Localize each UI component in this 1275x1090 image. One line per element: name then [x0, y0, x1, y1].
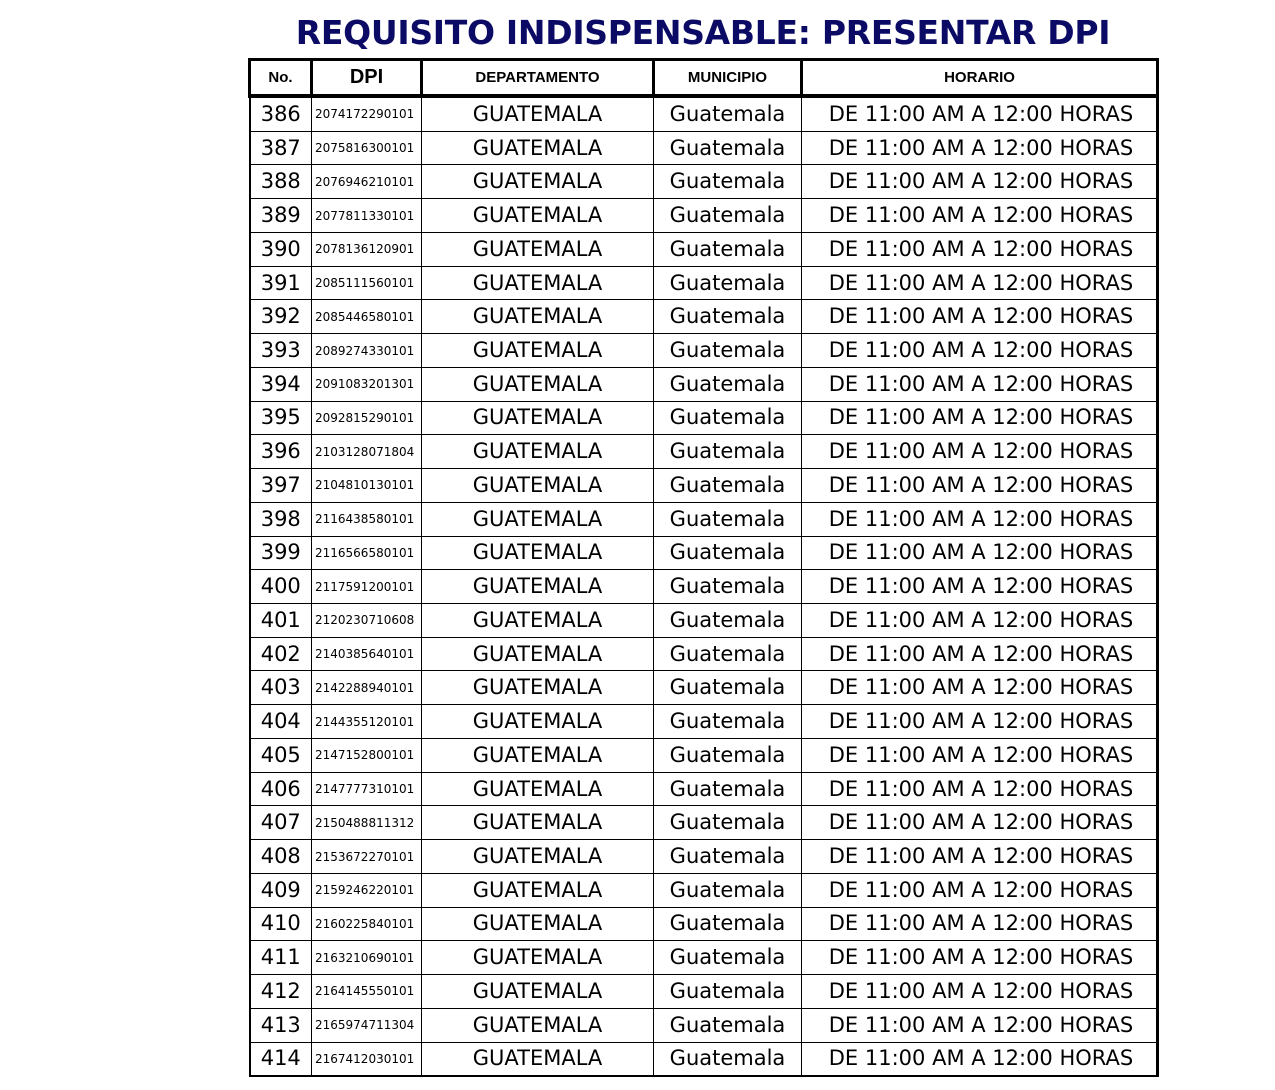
cell-municipio: Guatemala	[654, 165, 802, 199]
cell-departamento: GUATEMALA	[422, 806, 654, 840]
cell-horario: DE 11:00 AM A 12:00 HORAS	[802, 806, 1158, 840]
cell-no: 386	[250, 96, 312, 131]
cell-dpi: 2085111560101	[312, 266, 422, 300]
table-row	[250, 367, 1158, 401]
table-row	[250, 536, 1158, 570]
cell-departamento: GUATEMALA	[422, 637, 654, 671]
table-row	[250, 199, 1158, 233]
cell-horario: DE 11:00 AM A 12:00 HORAS	[802, 502, 1158, 536]
cell-municipio: Guatemala	[654, 941, 802, 975]
cell-no: 391	[250, 266, 312, 300]
cell-no: 401	[250, 604, 312, 638]
cell-no: 400	[250, 570, 312, 604]
table-row	[250, 941, 1158, 975]
cell-dpi: 2142288940101	[312, 671, 422, 705]
cell-horario: DE 11:00 AM A 12:00 HORAS	[802, 671, 1158, 705]
table-row	[250, 300, 1158, 334]
cell-no: 390	[250, 232, 312, 266]
cell-departamento: GUATEMALA	[422, 199, 654, 233]
cell-departamento: GUATEMALA	[422, 1008, 654, 1042]
cell-dpi: 2117591200101	[312, 570, 422, 604]
table-row	[250, 604, 1158, 638]
cell-no: 402	[250, 637, 312, 671]
cell-municipio: Guatemala	[654, 873, 802, 907]
cell-horario: DE 11:00 AM A 12:00 HORAS	[802, 401, 1158, 435]
cell-no: 411	[250, 941, 312, 975]
cell-municipio: Guatemala	[654, 975, 802, 1009]
cell-no: 406	[250, 772, 312, 806]
table-row	[250, 435, 1158, 469]
cell-departamento: GUATEMALA	[422, 1042, 654, 1076]
cell-horario: DE 11:00 AM A 12:00 HORAS	[802, 570, 1158, 604]
cell-municipio: Guatemala	[654, 199, 802, 233]
cell-horario: DE 11:00 AM A 12:00 HORAS	[802, 738, 1158, 772]
header-departamento: DEPARTAMENTO	[422, 60, 654, 97]
cell-municipio: Guatemala	[654, 131, 802, 165]
cell-no: 403	[250, 671, 312, 705]
cell-departamento: GUATEMALA	[422, 334, 654, 368]
cell-horario: DE 11:00 AM A 12:00 HORAS	[802, 772, 1158, 806]
cell-dpi: 2116438580101	[312, 502, 422, 536]
cell-departamento: GUATEMALA	[422, 131, 654, 165]
table-body	[250, 96, 1158, 1076]
cell-municipio: Guatemala	[654, 570, 802, 604]
cell-departamento: GUATEMALA	[422, 300, 654, 334]
cell-municipio: Guatemala	[654, 266, 802, 300]
cell-municipio: Guatemala	[654, 536, 802, 570]
cell-municipio: Guatemala	[654, 300, 802, 334]
cell-dpi: 2075816300101	[312, 131, 422, 165]
cell-no: 410	[250, 907, 312, 941]
cell-departamento: GUATEMALA	[422, 232, 654, 266]
cell-dpi: 2077811330101	[312, 199, 422, 233]
cell-municipio: Guatemala	[654, 435, 802, 469]
cell-no: 395	[250, 401, 312, 435]
cell-no: 405	[250, 738, 312, 772]
cell-dpi: 2165974711304	[312, 1008, 422, 1042]
table-row	[250, 806, 1158, 840]
cell-horario: DE 11:00 AM A 12:00 HORAS	[802, 840, 1158, 874]
cell-departamento: GUATEMALA	[422, 266, 654, 300]
table-row	[250, 165, 1158, 199]
table-row	[250, 840, 1158, 874]
table-row	[250, 334, 1158, 368]
cell-municipio: Guatemala	[654, 772, 802, 806]
cell-departamento: GUATEMALA	[422, 873, 654, 907]
cell-municipio: Guatemala	[654, 738, 802, 772]
cell-horario: DE 11:00 AM A 12:00 HORAS	[802, 536, 1158, 570]
cell-departamento: GUATEMALA	[422, 536, 654, 570]
cell-departamento: GUATEMALA	[422, 907, 654, 941]
cell-horario: DE 11:00 AM A 12:00 HORAS	[802, 232, 1158, 266]
cell-horario: DE 11:00 AM A 12:00 HORAS	[802, 131, 1158, 165]
cell-no: 398	[250, 502, 312, 536]
cell-departamento: GUATEMALA	[422, 165, 654, 199]
cell-dpi: 2140385640101	[312, 637, 422, 671]
cell-municipio: Guatemala	[654, 1042, 802, 1076]
table-row	[250, 502, 1158, 536]
table-row	[250, 570, 1158, 604]
cell-departamento: GUATEMALA	[422, 502, 654, 536]
cell-horario: DE 11:00 AM A 12:00 HORAS	[802, 637, 1158, 671]
cell-horario: DE 11:00 AM A 12:00 HORAS	[802, 199, 1158, 233]
table-row	[250, 131, 1158, 165]
cell-no: 389	[250, 199, 312, 233]
cell-horario: DE 11:00 AM A 12:00 HORAS	[802, 941, 1158, 975]
cell-dpi: 2167412030101	[312, 1042, 422, 1076]
table-row	[250, 907, 1158, 941]
cell-horario: DE 11:00 AM A 12:00 HORAS	[802, 975, 1158, 1009]
cell-no: 412	[250, 975, 312, 1009]
cell-horario: DE 11:00 AM A 12:00 HORAS	[802, 435, 1158, 469]
cell-departamento: GUATEMALA	[422, 772, 654, 806]
cell-horario: DE 11:00 AM A 12:00 HORAS	[802, 165, 1158, 199]
table-row	[250, 469, 1158, 503]
cell-horario: DE 11:00 AM A 12:00 HORAS	[802, 266, 1158, 300]
table-row	[250, 671, 1158, 705]
cell-horario: DE 11:00 AM A 12:00 HORAS	[802, 469, 1158, 503]
table-row	[250, 738, 1158, 772]
cell-no: 409	[250, 873, 312, 907]
cell-no: 392	[250, 300, 312, 334]
cell-municipio: Guatemala	[654, 671, 802, 705]
cell-no: 408	[250, 840, 312, 874]
cell-municipio: Guatemala	[654, 96, 802, 131]
cell-departamento: GUATEMALA	[422, 401, 654, 435]
cell-departamento: GUATEMALA	[422, 941, 654, 975]
cell-dpi: 2160225840101	[312, 907, 422, 941]
cell-no: 394	[250, 367, 312, 401]
cell-no: 387	[250, 131, 312, 165]
cell-departamento: GUATEMALA	[422, 705, 654, 739]
cell-dpi: 2074172290101	[312, 96, 422, 131]
cell-dpi: 2091083201301	[312, 367, 422, 401]
cell-horario: DE 11:00 AM A 12:00 HORAS	[802, 907, 1158, 941]
header-municipio: MUNICIPIO	[654, 60, 802, 97]
table-row	[250, 975, 1158, 1009]
cell-departamento: GUATEMALA	[422, 367, 654, 401]
cell-dpi: 2159246220101	[312, 873, 422, 907]
table-row	[250, 232, 1158, 266]
cell-dpi: 2076946210101	[312, 165, 422, 199]
cell-dpi: 2089274330101	[312, 334, 422, 368]
cell-dpi: 2147777310101	[312, 772, 422, 806]
cell-departamento: GUATEMALA	[422, 96, 654, 131]
cell-departamento: GUATEMALA	[422, 435, 654, 469]
cell-dpi: 2104810130101	[312, 469, 422, 503]
table-row	[250, 266, 1158, 300]
cell-no: 388	[250, 165, 312, 199]
table-row	[250, 401, 1158, 435]
table-row	[250, 1008, 1158, 1042]
schedule-table	[248, 58, 1159, 1077]
cell-horario: DE 11:00 AM A 12:00 HORAS	[802, 300, 1158, 334]
cell-dpi: 2147152800101	[312, 738, 422, 772]
table-row	[250, 705, 1158, 739]
cell-municipio: Guatemala	[654, 705, 802, 739]
cell-municipio: Guatemala	[654, 401, 802, 435]
cell-dpi: 2085446580101	[312, 300, 422, 334]
header-no: No.	[250, 60, 312, 97]
cell-departamento: GUATEMALA	[422, 975, 654, 1009]
cell-departamento: GUATEMALA	[422, 671, 654, 705]
cell-no: 414	[250, 1042, 312, 1076]
cell-no: 393	[250, 334, 312, 368]
cell-horario: DE 11:00 AM A 12:00 HORAS	[802, 96, 1158, 131]
cell-horario: DE 11:00 AM A 12:00 HORAS	[802, 334, 1158, 368]
cell-municipio: Guatemala	[654, 502, 802, 536]
cell-dpi: 2153672270101	[312, 840, 422, 874]
cell-no: 413	[250, 1008, 312, 1042]
table-row	[250, 873, 1158, 907]
cell-dpi: 2164145550101	[312, 975, 422, 1009]
cell-horario: DE 11:00 AM A 12:00 HORAS	[802, 705, 1158, 739]
cell-horario: DE 11:00 AM A 12:00 HORAS	[802, 1008, 1158, 1042]
cell-dpi: 2092815290101	[312, 401, 422, 435]
table-row	[250, 637, 1158, 671]
table-row	[250, 96, 1158, 131]
cell-municipio: Guatemala	[654, 334, 802, 368]
cell-horario: DE 11:00 AM A 12:00 HORAS	[802, 1042, 1158, 1076]
cell-municipio: Guatemala	[654, 604, 802, 638]
cell-departamento: GUATEMALA	[422, 570, 654, 604]
cell-municipio: Guatemala	[654, 637, 802, 671]
cell-horario: DE 11:00 AM A 12:00 HORAS	[802, 604, 1158, 638]
cell-departamento: GUATEMALA	[422, 840, 654, 874]
cell-municipio: Guatemala	[654, 806, 802, 840]
cell-municipio: Guatemala	[654, 907, 802, 941]
cell-dpi: 2103128071804	[312, 435, 422, 469]
cell-dpi: 2163210690101	[312, 941, 422, 975]
header-dpi: DPI	[312, 60, 422, 97]
cell-dpi: 2120230710608	[312, 604, 422, 638]
cell-no: 407	[250, 806, 312, 840]
cell-horario: DE 11:00 AM A 12:00 HORAS	[802, 873, 1158, 907]
table-row	[250, 1042, 1158, 1076]
table-header-row	[250, 60, 1158, 97]
page-title: REQUISITO INDISPENSABLE: PRESENTAR DPI	[295, 13, 1111, 52]
cell-municipio: Guatemala	[654, 232, 802, 266]
cell-no: 396	[250, 435, 312, 469]
cell-departamento: GUATEMALA	[422, 738, 654, 772]
cell-municipio: Guatemala	[654, 840, 802, 874]
cell-dpi: 2116566580101	[312, 536, 422, 570]
cell-no: 404	[250, 705, 312, 739]
cell-departamento: GUATEMALA	[422, 469, 654, 503]
cell-dpi: 2150488811312	[312, 806, 422, 840]
header-horario: HORARIO	[802, 60, 1158, 97]
cell-horario: DE 11:00 AM A 12:00 HORAS	[802, 367, 1158, 401]
cell-no: 397	[250, 469, 312, 503]
cell-dpi: 2078136120901	[312, 232, 422, 266]
cell-dpi: 2144355120101	[312, 705, 422, 739]
cell-municipio: Guatemala	[654, 367, 802, 401]
cell-no: 399	[250, 536, 312, 570]
cell-departamento: GUATEMALA	[422, 604, 654, 638]
cell-municipio: Guatemala	[654, 1008, 802, 1042]
cell-municipio: Guatemala	[654, 469, 802, 503]
table-row	[250, 772, 1158, 806]
